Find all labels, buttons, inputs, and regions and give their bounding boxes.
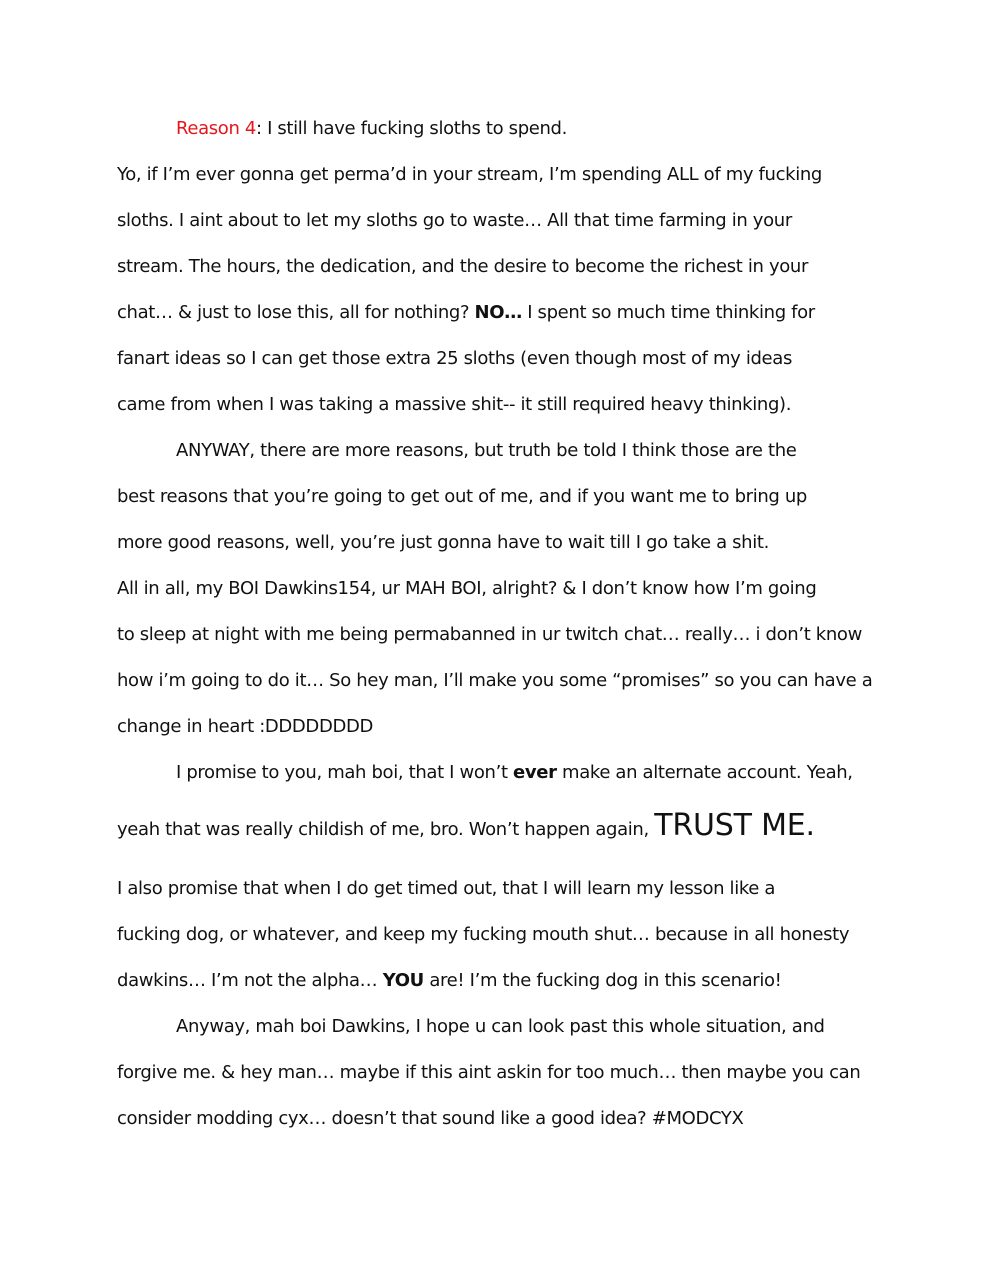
paragraph-line: to sleep at night with me being permabanned in ur twitch chat… really… i don’t know [117, 624, 862, 645]
paragraph-line: change in heart :DDDDDDDD [117, 716, 373, 737]
bold-run: YOU [382, 970, 424, 991]
paragraph-line: All in all, my BOI Dawkins154, ur MAH BOI, alright? & I don’t know how I’m going [117, 578, 817, 599]
paragraph-line [117, 808, 815, 843]
emphasis-large-text: TRUST ME. [654, 808, 815, 843]
paragraph-line: forgive me. & hey man… maybe if this aint askin for too much… then maybe you can [117, 1062, 861, 1083]
paragraph-line: I also promise that when I do get timed out, that I will learn my lesson like a [117, 878, 776, 899]
text-run: yeah that was really childish of me, bro. Won’t happen again, [117, 819, 655, 840]
bold-run: NO… [474, 302, 522, 323]
paragraph-line: stream. The hours, the dedication, and the desire to become the richest in your [117, 256, 809, 277]
text-run: are! I’m the fucking dog in this scenario! [423, 970, 782, 991]
paragraph-line: came from when I was taking a massive shit-- it still required heavy thinking). [117, 394, 792, 415]
reason-heading-text: : I still have fucking sloths to spend. [255, 118, 568, 139]
paragraph-line [117, 302, 815, 323]
reason-label: Reason 4 [176, 118, 256, 139]
text-run: dawkins… I’m not the alpha… [117, 970, 383, 991]
text-run: chat… & just to lose this, all for nothing? [117, 302, 475, 323]
paragraph-line: fanart ideas so I can get those extra 25 sloths (even though most of my ideas [117, 348, 792, 369]
paragraph-line: Anyway, mah boi Dawkins, I hope u can look past this whole situation, and [176, 1016, 825, 1037]
paragraph-line: more good reasons, well, you’re just gonna have to wait till I go take a shit. [117, 532, 769, 553]
paragraph-line: consider modding cyx… doesn’t that sound like a good idea? #MODCYX [117, 1108, 744, 1129]
paragraph-line: fucking dog, or whatever, and keep my fucking mouth shut… because in all honesty [117, 924, 850, 945]
paragraph-line: sloths. I aint about to let my sloths go to waste… All that time farming in your [117, 210, 792, 231]
paragraph-line: ANYWAY, there are more reasons, but truth be told I think those are the [176, 440, 797, 461]
bold-run: ever [513, 762, 557, 783]
paragraph-line [117, 970, 782, 991]
paragraph-line: Yo, if I’m ever gonna get perma’d in your stream, I’m spending ALL of my fucking [117, 164, 823, 185]
text-run: I promise to you, mah boi, that I won’t [176, 762, 514, 783]
paragraph-line [176, 762, 853, 783]
paragraph-line: best reasons that you’re going to get out of me, and if you want me to bring up [117, 486, 807, 507]
paragraph-line: how i’m going to do it… So hey man, I’ll make you some “promises” so you can have a [117, 670, 873, 691]
text-run: make an alternate account. Yeah, [556, 762, 853, 783]
reason-heading [176, 118, 567, 139]
text-run: I spent so much time thinking for [521, 302, 815, 323]
